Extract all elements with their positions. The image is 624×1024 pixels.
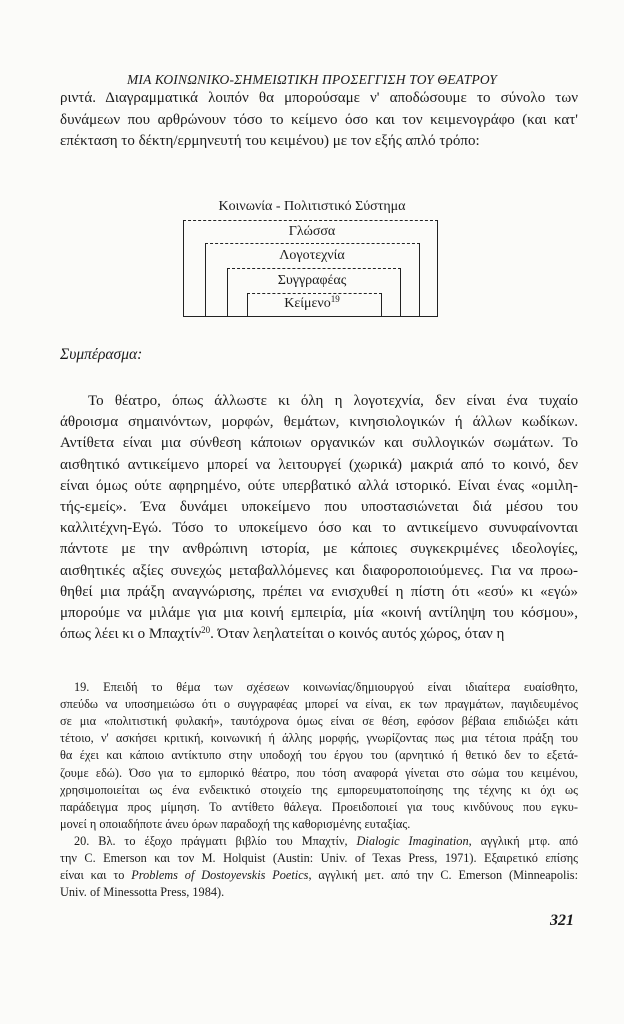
text-line xyxy=(60,817,578,832)
text-segment: 19. Επειδή το θέμα των σχέσεων κοινωνίας/δημιουργού είναι ιδιαίτερα ευαίσθητο, xyxy=(74,680,578,694)
text-segment: Το θέατρο, όπως άλλωστε κι όλη η λογοτεχνία, δεν είναι ένα τυχαίο xyxy=(88,393,578,409)
text-segment: σπεύδω να υποσημειώσω ότι ο συγγραφέας μπορεί να είναι, εκ των πραγμάτων, παγιδευμένος xyxy=(60,697,578,712)
text-segment: . Όταν λεηλατείται ο κοινός αυτός χώρος, όταν η xyxy=(210,626,505,643)
text-line xyxy=(60,851,578,866)
text-line xyxy=(60,434,578,452)
text-segment: θα έχει και κάποιο αντίκτυπο στην υποδοχή του έργου του (αρνητικό ή θετικό δεν το εξετά- xyxy=(60,748,578,763)
text-line xyxy=(88,392,578,410)
text-segment: παράδειγμα προς μίμηση. Το αντίθετο θάλεγα. Προειδοποιεί για τους κινδύνους που εγκυ- xyxy=(60,799,578,814)
text-segment: σε μια «πολιτιστική φυλακή», ταυτόχρονα όμως είναι σε θέση, εφόσον βέβαια επιδιώξει κάτι xyxy=(60,714,578,729)
text-segment: Αντίθετα είναι μια σύνθεση κάποιων οργανικών και συλλογικών σωμάτων. Το xyxy=(60,435,578,452)
text-segment: χρησιμοποιείται ως ένα ενδεικτικό στοιχείο της εμπορευματοποίησης της τέχνης κι όχι ως xyxy=(60,782,578,797)
text-segment: άθροισμα σημαινόντων, μορφών, θεμάτων, κινησιολογικών ή άλλων κωδίκων. xyxy=(60,414,578,431)
text-line xyxy=(60,519,578,537)
text-segment: καλλιτέχνη-Εγώ. Τόσο το υποκείμενο όσο και το αντικείμενο συνυφαίνονται xyxy=(60,520,578,537)
text-segment: πάντοτε με την ανθρώπινη ιστορία, με κάποιες συγκεκριμένες ιδεολογίες, xyxy=(60,541,578,558)
text-segment: τής-εμείς». Ένα δυνάμει υποκείμενο που υποστασιώνεται διά μέσου του xyxy=(60,499,578,515)
text-line xyxy=(60,800,578,815)
text-line xyxy=(60,868,578,883)
nested-systems-diagram xyxy=(0,0,624,340)
diagram-label-text xyxy=(0,296,624,312)
diagram-baseline xyxy=(183,316,438,317)
diagram-text-word: Κείμενο xyxy=(284,296,331,311)
text-segment: θηθεί μια πράξη αναγνώρισης, πρέπει να ενισχυθεί η πίστη ότι «εσύ» κι «εγώ» xyxy=(60,583,578,600)
text-segment: δυνάμεων που αρθρώνουν τόσο το κείμενο όσο και τον κειμενογράφο (και κατ' xyxy=(60,111,578,128)
text-segment: όπως λέει κι ο Μπαχτίν xyxy=(60,626,202,643)
text-line xyxy=(60,748,578,763)
italic-title: Dialogic Imagination xyxy=(356,834,469,848)
text-line xyxy=(60,697,578,712)
text-segment: είναι όμως ούτε αφηρημένο, ούτε υπερβατικό αλλά ιστορικό. Είναι ένας «ομιλη- xyxy=(60,477,578,494)
text-line xyxy=(60,714,578,729)
text-line xyxy=(74,680,578,695)
diagram-label-language: Γλώσσα xyxy=(288,224,336,239)
text-line xyxy=(60,604,578,622)
text-line xyxy=(60,540,578,558)
text-line xyxy=(60,783,578,798)
running-head: ΜΙΑ ΚΟΙΝΩΝΙΚΟ-ΣΗΜΕΙΩΤΙΚΗ ΠΡΟΣΕΓΓΙΣΗ ΤΟΥ ΘΕΑΤΡΟΥ xyxy=(126,72,497,87)
footnote-ref-19: 19 xyxy=(330,294,340,304)
text-line xyxy=(60,456,578,474)
text-segment: , αγγλική μτφ. από xyxy=(468,834,578,848)
text-line xyxy=(60,562,578,580)
diagram-label-society: Κοινωνία - Πολιτιστικό Σύστημα xyxy=(218,199,406,214)
text-segment: 20. Βλ. το έξοχο πράγματι βιβλίο του Μπαχτίν, xyxy=(74,834,357,848)
text-line xyxy=(60,625,578,643)
text-line xyxy=(60,583,578,601)
text-segment: την C. Emerson και τον M. Holquist (Austin: Univ. of Texas Press, 1971). Εξαιρετικό επίσης xyxy=(60,851,578,866)
text-line xyxy=(60,477,578,495)
text-segment: επέκταση το δέκτη/ερμηνευτή του κειμένου) με τον εξής απλό τρόπο: xyxy=(60,133,480,149)
text-segment: αισθητικές αξίες συνεχώς μεταβαλλόμενες και διαφοροποιούμενες. Για να προω- xyxy=(60,562,578,579)
text-line xyxy=(60,731,578,746)
text-line xyxy=(60,885,578,900)
italic-title: Problems of Dostoyevskis Poetics xyxy=(131,868,309,883)
text-segment: μονεί η οποιαδήποτε άνευ όρων παραδοχή της καθορισμένης ευταξίας. xyxy=(60,816,411,831)
text-line xyxy=(74,834,578,849)
page-number: 321 xyxy=(550,912,574,929)
text-line xyxy=(60,413,578,431)
text-line xyxy=(60,498,578,516)
text-segment: είναι και το xyxy=(60,868,132,883)
text-segment: τέτοιο, ν' ασκήσει κριτική, κοινωνική ή άλλης μορφής, γνωρίζοντας πως μια τέτοια πράξη του xyxy=(60,731,578,746)
text-segment: μπορούμε να μιλάμε για μια κοινή εμπειρία, μία «κοινή αντίληψη του κόσμου», xyxy=(60,605,578,621)
text-segment: ριντά. Διαγραμματικά λοιπόν θα μπορούσαμε ν' αποδώσουμε το σύνολο των xyxy=(60,90,578,106)
text-segment: ζουμε εδώ). Όσο για το εμπορικό θέατρο, που τόση αναφορά γίνεται στο σώμα του κειμένου, xyxy=(60,765,578,780)
text-segment: αισθητικό αντικείμενο μπορεί να λειτουργεί (χωρικά) μακριά από το κοινό, δεν xyxy=(60,456,578,473)
diagram-label-literature: Λογοτεχνία xyxy=(279,248,345,263)
text-segment: , αγγλική μετ. από την C. Emerson (Minneapolis: xyxy=(308,868,579,883)
diagram-label-author: Συγγραφέας xyxy=(277,273,347,288)
footnote-ref: 20 xyxy=(201,625,211,636)
text-segment: Univ. of Minessotta Press, 1984). xyxy=(60,885,225,900)
text-line xyxy=(60,766,578,781)
section-heading: Συμπέρασμα: xyxy=(60,346,143,363)
